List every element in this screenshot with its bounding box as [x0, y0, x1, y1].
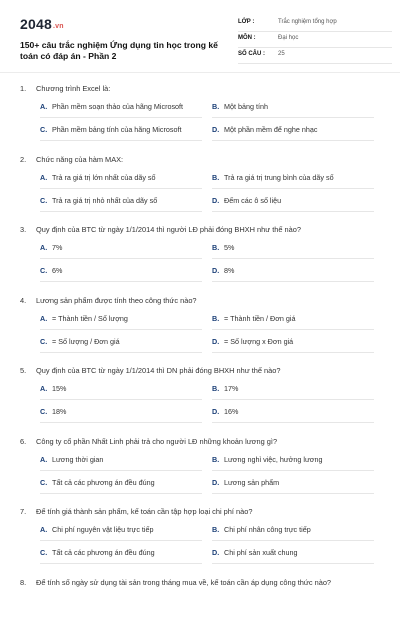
option-underline [40, 281, 202, 282]
answer-option[interactable] [40, 455, 210, 471]
option-letter: A. [40, 102, 52, 111]
answer-options [40, 384, 380, 424]
answer-option[interactable] [40, 525, 210, 541]
option-text: = Thành tiền / Số lượng [52, 314, 128, 323]
option-text: Trả ra giá trị nhỏ nhất của dãy số [52, 196, 157, 205]
meta-label: MÔN : [238, 35, 256, 41]
answer-option[interactable] [40, 173, 210, 189]
option-text: Phần mềm soạn thảo của hãng Microsoft [52, 102, 183, 111]
option-underline [212, 470, 374, 471]
answer-options [40, 525, 380, 565]
option-underline [212, 211, 374, 212]
option-letter: B. [212, 314, 224, 323]
meta-value: Đại học [278, 35, 298, 41]
answer-option[interactable] [40, 478, 210, 494]
question-text: Chương trình Excel là: [36, 84, 110, 93]
option-text: Trả ra giá trị lớn nhất của dãy số [52, 173, 156, 182]
question-item [18, 431, 384, 502]
question-text: Lương sản phẩm được tính theo công thức nào? [36, 296, 197, 305]
option-letter: B. [212, 384, 224, 393]
option-text: 6% [52, 266, 62, 275]
question-text: Quy định của BTC từ ngày 1/1/2014 thì người LĐ phải đóng BHXH như thế nào? [36, 225, 301, 234]
option-text: = Số lượng / Đơn giá [52, 337, 120, 346]
option-underline [212, 258, 374, 259]
option-text: Trả ra giá trị trung bình của dãy số [224, 173, 334, 182]
question-text: Công ty cổ phần Nhất Linh phải trả cho người LĐ những khoản lương gì? [36, 437, 277, 446]
answer-option[interactable] [212, 243, 382, 259]
option-letter: B. [212, 525, 224, 534]
option-text: 7% [52, 243, 62, 252]
question-text: Quy định của BTC từ ngày 1/1/2014 thì DN phải đóng BHXH như thế nào? [36, 366, 281, 375]
option-letter: D. [212, 407, 224, 416]
answer-option[interactable] [40, 243, 210, 259]
option-letter: C. [40, 196, 52, 205]
question-item [18, 290, 384, 361]
question-item [18, 572, 384, 642]
option-underline [40, 211, 202, 212]
question-line [20, 84, 382, 93]
answer-option[interactable] [40, 102, 210, 118]
option-underline [40, 540, 202, 541]
option-text: Chi phí sản xuất chung [224, 548, 298, 557]
meta-row-class [238, 16, 392, 32]
answer-option[interactable] [212, 525, 382, 541]
answer-option[interactable] [40, 196, 210, 212]
option-letter: A. [40, 384, 52, 393]
option-letter: A. [40, 173, 52, 182]
question-number: 1. [20, 84, 36, 93]
option-underline [40, 493, 202, 494]
option-text: 8% [224, 266, 234, 275]
question-number: 7. [20, 507, 36, 516]
answer-option[interactable] [212, 266, 382, 282]
option-underline [40, 329, 202, 330]
option-letter: D. [212, 266, 224, 275]
option-underline [212, 540, 374, 541]
answer-option[interactable] [212, 173, 382, 189]
option-underline [212, 399, 374, 400]
option-letter: B. [212, 173, 224, 182]
option-letter: C. [40, 407, 52, 416]
option-text: Lương thời gian [52, 455, 103, 464]
question-item [18, 360, 384, 431]
option-letter: B. [212, 455, 224, 464]
meta-label: LỚP : [238, 19, 254, 25]
question-item [18, 78, 384, 149]
option-underline [40, 188, 202, 189]
meta-value: 25 [278, 51, 285, 57]
option-letter: C. [40, 125, 52, 134]
option-underline [212, 140, 374, 141]
question-line [20, 578, 382, 587]
option-underline [40, 258, 202, 259]
option-letter: D. [212, 548, 224, 557]
question-number: 2. [20, 155, 36, 164]
option-underline [212, 329, 374, 330]
option-letter: D. [212, 478, 224, 487]
question-line [20, 225, 382, 234]
answer-option[interactable] [212, 384, 382, 400]
option-text: Chi phí nhân công trực tiếp [224, 525, 311, 534]
option-letter: A. [40, 243, 52, 252]
meta-value: Trắc nghiệm tổng hợp [278, 19, 337, 25]
option-text: = Thành tiền / Đơn giá [224, 314, 296, 323]
option-letter: B. [212, 243, 224, 252]
answer-option[interactable] [212, 196, 382, 212]
answer-option[interactable] [40, 266, 210, 282]
answer-option[interactable] [212, 548, 382, 564]
option-underline [40, 117, 202, 118]
meta-row-subject [238, 32, 392, 48]
option-underline [40, 352, 202, 353]
header-divider [0, 72, 400, 73]
option-text: 5% [224, 243, 234, 252]
question-line [20, 296, 382, 305]
answer-option[interactable] [212, 337, 382, 353]
option-underline [212, 422, 374, 423]
option-letter: C. [40, 548, 52, 557]
site-logo[interactable] [20, 16, 64, 32]
question-item [18, 219, 384, 290]
option-letter: D. [212, 337, 224, 346]
answer-option[interactable] [40, 407, 210, 423]
option-text: Chi phí nguyên vật liệu trực tiếp [52, 525, 154, 534]
option-text: Đếm các ô số liệu [224, 196, 281, 205]
logo-text: 2048 [20, 16, 52, 32]
option-text: Một phần mềm để nghe nhạc [224, 125, 318, 134]
answer-options [40, 243, 380, 283]
answer-option[interactable] [212, 407, 382, 423]
option-letter: C. [40, 266, 52, 275]
option-letter: B. [212, 102, 224, 111]
option-letter: C. [40, 337, 52, 346]
option-underline [212, 563, 374, 564]
option-underline [40, 563, 202, 564]
meta-row-count [238, 48, 392, 64]
option-text: Lương sản phẩm [224, 478, 279, 487]
answer-option[interactable] [212, 478, 382, 494]
option-underline [212, 493, 374, 494]
option-text: Tất cả các phương án đều đúng [52, 548, 155, 557]
question-number: 4. [20, 296, 36, 305]
option-letter: C. [40, 478, 52, 487]
question-number: 5. [20, 366, 36, 375]
answer-option[interactable] [212, 102, 382, 118]
question-text: Để tính số ngày sử dụng tài sản trong tháng mua về, kế toán cần áp dụng công thức nào? [36, 578, 331, 587]
question-text: Chức năng của hàm MAX: [36, 155, 123, 164]
option-letter: D. [212, 196, 224, 205]
option-underline [40, 470, 202, 471]
option-text: Tất cả các phương án đều đúng [52, 478, 155, 487]
answer-option[interactable] [212, 314, 382, 330]
meta-label: SỐ CÂU : [238, 51, 265, 57]
option-text: 17% [224, 384, 238, 393]
option-letter: A. [40, 314, 52, 323]
document-title: 150+ câu trắc nghiệm Ứng dụng tin học trong kế toán có đáp án - Phần 2 [20, 40, 230, 62]
question-number: 3. [20, 225, 36, 234]
option-text: 16% [224, 407, 238, 416]
question-item [18, 501, 384, 572]
question-line [20, 366, 382, 375]
answer-options [40, 455, 380, 495]
logo-suffix: .vn [53, 23, 64, 30]
option-text: = Số lượng x Đơn giá [224, 337, 293, 346]
answer-option[interactable] [40, 548, 210, 564]
option-underline [212, 352, 374, 353]
question-list [18, 78, 384, 642]
answer-options [40, 314, 380, 354]
question-number: 6. [20, 437, 36, 446]
answer-options [40, 102, 380, 142]
meta-table [238, 16, 392, 64]
option-text: Lương nghỉ việc, hưởng lương [224, 455, 323, 464]
question-line [20, 155, 382, 164]
option-underline [40, 140, 202, 141]
question-line [20, 507, 382, 516]
answer-option[interactable] [40, 384, 210, 400]
option-text: Một bảng tính [224, 102, 268, 111]
option-text: 18% [52, 407, 66, 416]
question-line [20, 437, 382, 446]
option-letter: A. [40, 455, 52, 464]
answer-option[interactable] [212, 125, 382, 141]
option-underline [40, 422, 202, 423]
answer-options [40, 173, 380, 213]
answer-option[interactable] [40, 125, 210, 141]
option-underline [212, 188, 374, 189]
option-text: 15% [52, 384, 66, 393]
answer-option[interactable] [40, 314, 210, 330]
answer-option[interactable] [40, 337, 210, 353]
question-item [18, 149, 384, 220]
option-underline [212, 117, 374, 118]
option-letter: A. [40, 525, 52, 534]
option-text: Phần mềm bảng tính của hãng Microsoft [52, 125, 181, 134]
option-letter: D. [212, 125, 224, 134]
option-underline [212, 281, 374, 282]
question-number: 8. [20, 578, 36, 587]
answer-option[interactable] [212, 455, 382, 471]
document-header [16, 10, 384, 70]
question-text: Để tính giá thành sản phẩm, kế toán cần tập hợp loại chi phí nào? [36, 507, 252, 516]
option-underline [40, 399, 202, 400]
